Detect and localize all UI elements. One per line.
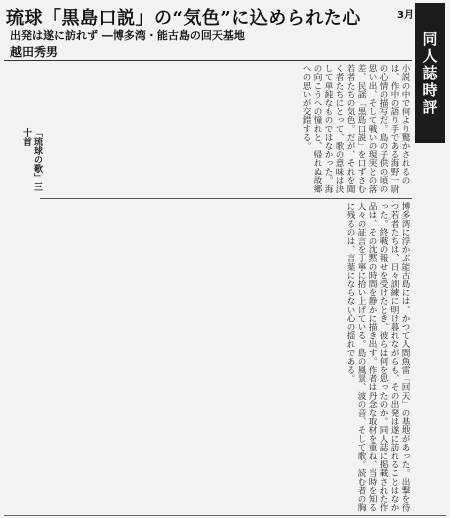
headline: 琉球「黒島口説」の“気色”に込められた心 xyxy=(6,8,361,29)
top-rule xyxy=(4,60,412,61)
author-name: 越田秀男 xyxy=(10,45,59,59)
pull-quote: 「琉球の歌」三十首 xyxy=(21,128,42,191)
body-text-lower: 博多湾に浮かぶ能古島には、かつて人間魚雷「回天」の基地があった。出撃を待つ若者たちは、日々訓練に明け暮れながらも、その出発は遂に訪れることはなかった。終戦の報せを受けたとき、彼らは何を思ったのか。同人誌に掲載された作品は、その沈黙の時間を静かに描き出す。作者は丹念な取材を重ね、当時を知る人々の証言を丁寧に拾い上げている。島の風景、波の音、そして歌。読む者の胸に残るのは、言葉にならない心の揺れである。 xyxy=(345,202,410,512)
month-label: 3月 xyxy=(397,10,414,21)
article-body xyxy=(6,64,410,512)
column-name-badge: 同人誌時評 xyxy=(415,3,445,143)
body-text-upper: 小説の中で何より驚かされるのは、作中の語り手である海野一尉の心情の描写だ。島の子供の頃の思い出、そして戦いの現実との落差、民謡「黒島口説」を口ずさむ若者たちの気色。だが、それを聞く者たちにとって、歌の意味は決して単純なものではなかった。海の向こうへの憧れと、帰れぬ故郷への思いが交錯する。 xyxy=(301,64,410,193)
subhead: 出発は遂に訪れず ―博多湾・能古島の回天基地 xyxy=(10,29,245,42)
bottom-rule xyxy=(4,515,446,516)
